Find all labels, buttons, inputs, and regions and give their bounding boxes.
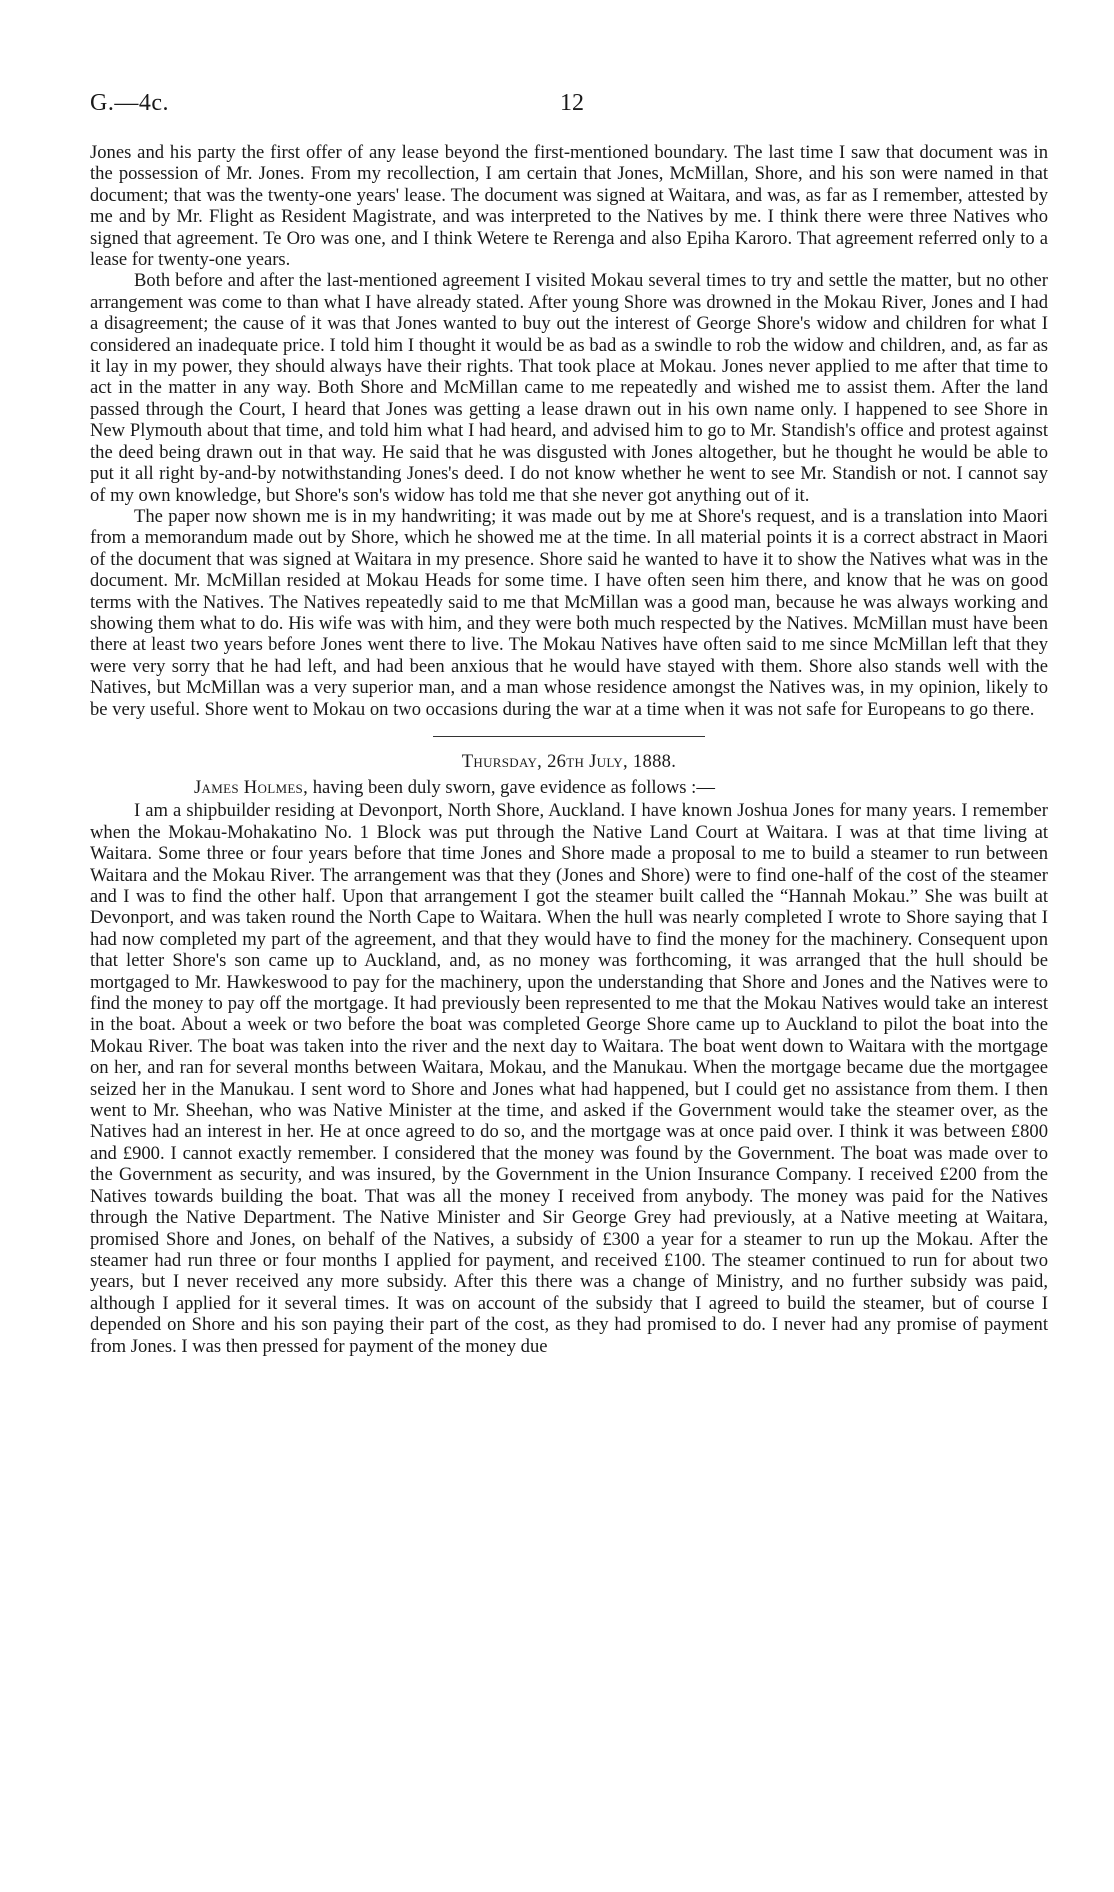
- page-number: 12: [560, 90, 584, 116]
- page-header: [90, 90, 1048, 136]
- witness-intro-text: having been duly sworn, gave evidence as follows :—: [308, 776, 715, 798]
- paragraph: The paper now shown me is in my handwriting; it was made out by me at Shore's request, and is a translation into Maori from a memorandum made out by Shore, which he showed me at the time. In all material points it is a correct abstract in Maori of the document that was signed at Waitara in my presence. Shore said he wanted to have it to show the Natives what was in the document. Mr. McMillan resided at Mokau Heads for some time. I have often seen him there, and know that he was on good terms with the Natives. The Natives repeatedly said to me that McMillan was a good man, because he was always working and showing them what to do. His wife was with him, and they were both much respected by the Natives. McMillan must have been there at least two years before Jones went there to live. The Mokau Natives have often said to me since McMillan left that they were very sorry that he had left, and had been anxious that he would have stayed with them. Shore also stands well with the Natives, but McMillan was a very superior man, and a man whose residence amongst the Natives was, in my opinion, likely to be very useful. Shore went to Mokau on two occasions during the war at a time when it was not safe for Europeans to go there.: [90, 505, 1048, 720]
- paragraph: I am a shipbuilder residing at Devonport, North Shore, Auckland. I have known Joshua Jones for many years. I remember when the Mokau-Mohakatino No. 1 Block was put through the Native Land Court at Waitara. I was at that time living at Waitara. Some three or four years before that time Jones and Shore made a proposal to me to build a steamer to run between Waitara and the Mokau River. The arrangement was that they (Jones and Shore) were to find one-half of the cost of the steamer and I was to find the other half. Upon that arrangement I got the steamer built called the “Hannah Mokau.” She was built at Devonport, and was taken round the North Cape to Waitara. When the hull was nearly completed I wrote to Shore saying that I had now completed my part of the agreement, and that they would have to find the money for the machinery. Consequent upon that letter Shore's son came up to Auckland, and, as no money was forthcoming, it was arranged that the hull should be mortgaged to Mr. Hawkeswood to pay for the machinery, upon the understanding that Shore and Jones and the Natives were to find the money to pay off the mortgage. It had previously been represented to me that the Mokau Natives would take an interest in the boat. About a week or two before the boat was completed George Shore came up to Auckland to pilot the boat into the Mokau River. The boat was taken into the river and the next day to Waitara. The boat went down to Waitara with the mortgage on her, and ran for several months between Waitara, Mokau, and the Manukau. When the mortgage became due the mortgagee seized her in the Manukau. I sent word to Shore and Jones what had happened, but I could get no assistance from them. I then went to Mr. Sheehan, who was Native Minister at the time, and asked if the Government would take the steamer over, as the Natives had an interest in her. He at once agreed to do so, and the mortgage was at once paid over. I think it was between £800 and £900. I cannot exactly remember. I considered that the money was found by the Government. The boat was made over to the Government as security, and was insured, by the Government in the Union Insurance Company. I received £200 from the Natives towards building the boat. That was all the money I received from anybody. The money was paid for the Natives through the Native Department. The Native Minister and Sir George Grey had previously, at a Native meeting at Waitara, promised Shore and Jones, on behalf of the Natives, a subsidy of £300 a year for a steamer to run up the Mokau. After the steamer had run three or four months I applied for payment, and received £100. The steamer continued to run for about two years, but I never received any more subsidy. After this there was a change of Ministry, and no further subsidy was paid, although I applied for it several times. It was on account of the subsidy that I agreed to build the steamer, but of course I depended on Shore and his son paying their part of the cost, as they had promised to do. I never had any promise of payment from Jones. I was then pressed for payment of the money due: [90, 800, 1048, 1357]
- witness-name: James Holmes,: [194, 776, 309, 798]
- document-reference: G.—4c.: [90, 90, 169, 116]
- witness-intro: [90, 777, 1048, 798]
- paragraph: Both before and after the last-mentioned agreement I visited Mokau several times to try and settle the matter, but no other arrangement was come to than what I have already stated. After young Shore was drowned in the Mokau River, Jones and I had a disagreement; the cause of it was that Jones wanted to buy out the interest of George Shore's widow and children for what I considered an inadequate price. I told him I thought it would be as bad as a swindle to rob the widow and children, and, as far as it lay in my power, they should always have their rights. That took place at Mokau. Jones never applied to me after that time to act in the matter in any way. Both Shore and McMillan came to me repeatedly and wished me to assist them. After the land passed through the Court, I heard that Jones was getting a lease drawn out in his own name only. I happened to see Shore in New Plymouth about that time, and told him what I had heard, and advised him to go to Mr. Standish's office and protest against the deed being drawn out in that way. He said that he was disgusted with Jones altogether, but he thought he would be able to put it all right by-and-by notwithstanding Jones's deed. I do not know whether he went to see Mr. Standish or not. I cannot say of my own knowledge, but Shore's son's widow has told me that she never got anything out of it.: [90, 270, 1048, 506]
- evidence-section-2: [90, 800, 1048, 1357]
- evidence-section-1: [90, 142, 1048, 720]
- date-heading: Thursday, 26th July, 1888.: [461, 750, 677, 772]
- section-divider: [433, 736, 705, 737]
- paragraph: Jones and his party the first offer of any lease beyond the first-mentioned boundary. The last time I saw that document was in the possession of Mr. Jones. From my recollection, I am certain that Jones, McMillan, Shore, and his son were named in that document; that was the twenty-one years' lease. The document was signed at Waitara, and was, as far as I remember, attested by me and by Mr. Flight as Resident Magistrate, and was interpreted to the Natives by me. I think there were three Natives who signed that agreement. Te Oro was one, and I think Wetere te Rerenga and also Epiha Karoro. That agreement referred only to a lease for twenty-one years.: [90, 142, 1048, 271]
